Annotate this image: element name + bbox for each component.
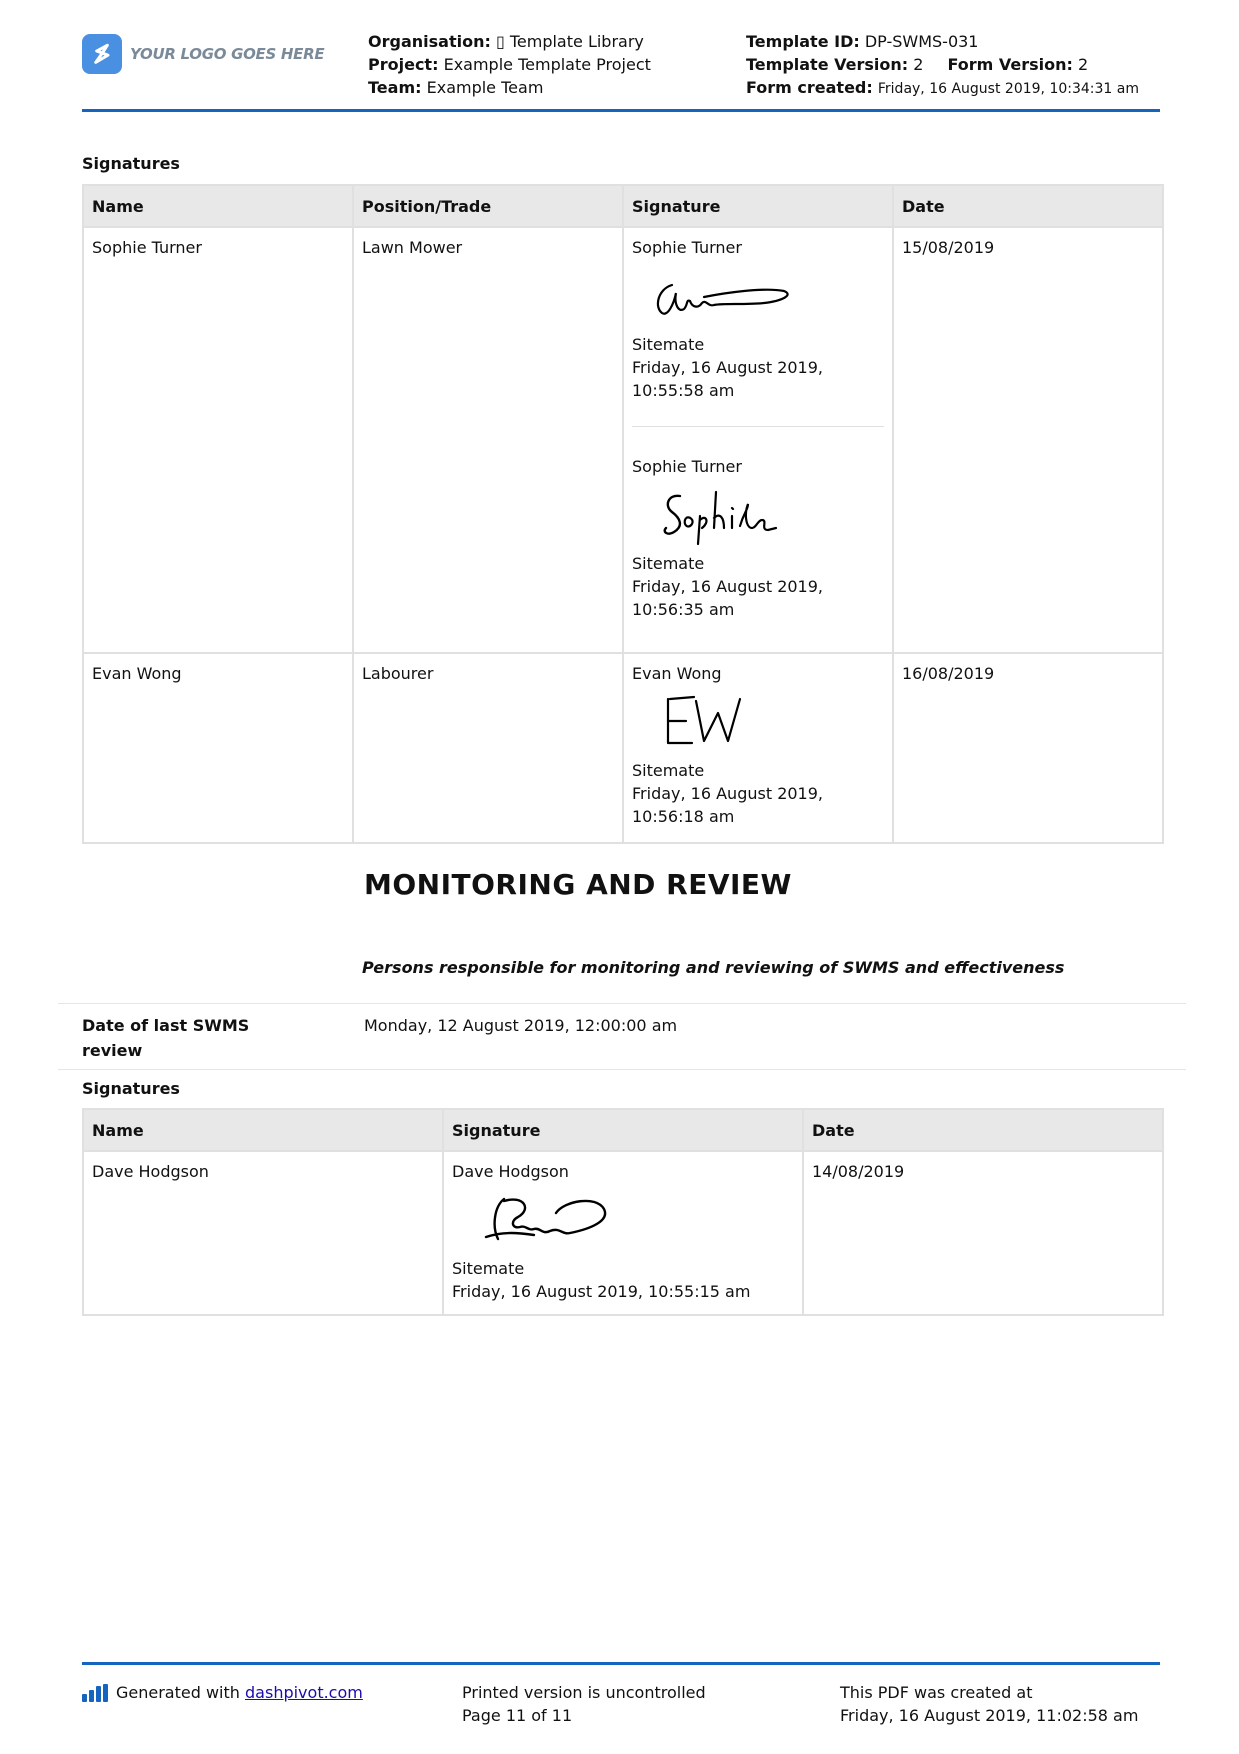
cell-name: Evan Wong — [83, 653, 353, 843]
dashpivot-link[interactable]: dashpivot.com — [245, 1683, 363, 1702]
section-subtitle: Persons responsible for monitoring and reviewing of SWMS and effectiveness — [362, 958, 1065, 977]
signature-source: Sitemate — [632, 761, 705, 780]
cell-position: Lawn Mower — [353, 227, 623, 653]
footer-pdf-created — [840, 1681, 1138, 1727]
footer-generated — [82, 1681, 363, 1704]
table-row — [83, 653, 1163, 843]
team-value: Example Team — [426, 78, 544, 97]
page-footer — [82, 1662, 1160, 1725]
cell-name: Sophie Turner — [83, 227, 353, 653]
review-signatures-table — [82, 1108, 1164, 1316]
cell-date: 15/08/2019 — [893, 227, 1163, 653]
form-created-label: Form created: — [746, 78, 873, 97]
signer-name: Dave Hodgson — [452, 1162, 569, 1181]
pdf-created-label: This PDF was created at — [840, 1683, 1033, 1702]
signature-divider — [632, 426, 884, 427]
signatures-heading: Signatures — [82, 1079, 180, 1098]
company-logo — [82, 34, 324, 74]
template-version-label: Template Version: — [746, 55, 909, 74]
form-version-value: 2 — [1077, 55, 1089, 74]
section-title: MONITORING AND REVIEW — [364, 868, 792, 901]
page-number: Page 11 of 11 — [462, 1706, 573, 1725]
handwritten-signature — [464, 1187, 624, 1253]
footer-page-info — [462, 1681, 706, 1727]
handwritten-signature — [644, 689, 804, 755]
signer-name: Sophie Turner — [632, 238, 742, 257]
project-value: Example Template Project — [443, 55, 651, 74]
handwritten-signature — [644, 263, 804, 329]
form-version-label: Form Version: — [947, 55, 1073, 74]
signature-timestamp: Friday, 16 August 2019, — [632, 358, 823, 377]
signature-source: Sitemate — [452, 1259, 525, 1278]
cell-name: Dave Hodgson — [83, 1151, 443, 1315]
cell-date: 14/08/2019 — [803, 1151, 1163, 1315]
table-row — [83, 227, 1163, 653]
divider — [58, 1069, 1186, 1070]
review-date-label: Date of last SWMS review — [82, 1016, 250, 1060]
signature-source: Sitemate — [632, 335, 705, 354]
team-label: Team: — [368, 78, 422, 97]
uncontrolled-notice: Printed version is uncontrolled — [462, 1683, 706, 1702]
template-version-value: 2 — [913, 55, 924, 74]
signature-timestamp: Friday, 16 August 2019, — [632, 784, 823, 803]
signature-timestamp: Friday, 16 August 2019, 10:55:15 am — [452, 1282, 751, 1301]
signatures-heading: Signatures — [82, 154, 180, 173]
column-header-date: Date — [803, 1109, 1163, 1151]
signature-timestamp-time: 10:56:18 am — [632, 807, 735, 826]
project-label: Project: — [368, 55, 439, 74]
signer-name: Sophie Turner — [632, 457, 742, 476]
organisation-label: Organisation: — [368, 32, 491, 51]
column-header-signature: Signature — [443, 1109, 803, 1151]
page-header — [82, 28, 1160, 112]
table-header-row — [83, 185, 1163, 227]
pdf-created-value: Friday, 16 August 2019, 11:02:58 am — [840, 1706, 1139, 1725]
signature-timestamp-time: 10:55:58 am — [632, 381, 735, 400]
signature-entry — [632, 662, 884, 828]
logo-text: YOUR LOGO GOES HERE — [130, 45, 325, 63]
template-id-value: DP-SWMS-031 — [864, 32, 979, 51]
header-template-info — [746, 30, 1139, 101]
divider — [58, 1003, 1186, 1004]
cell-signature — [623, 653, 893, 843]
handwritten-signature — [644, 482, 804, 548]
column-header-date: Date — [893, 185, 1163, 227]
header-project-info — [368, 30, 651, 99]
generated-prefix: Generated with — [116, 1683, 240, 1702]
review-date-value: Monday, 12 August 2019, 12:00:00 am — [364, 1016, 678, 1035]
cell-position: Labourer — [353, 653, 623, 843]
column-header-name: Name — [83, 185, 353, 227]
column-header-position: Position/Trade — [353, 185, 623, 227]
signature-entry — [452, 1160, 794, 1303]
signature-entry — [632, 236, 884, 402]
template-id-label: Template ID: — [746, 32, 860, 51]
dashpivot-logo-icon — [82, 1684, 108, 1702]
signature-entry — [632, 455, 884, 621]
table-header-row — [83, 1109, 1163, 1151]
organisation-value: ▯ Template Library — [495, 32, 644, 51]
form-created-value: Friday, 16 August 2019, 10:34:31 am — [877, 81, 1139, 97]
signature-source: Sitemate — [632, 554, 705, 573]
cell-date: 16/08/2019 — [893, 653, 1163, 843]
signer-name: Evan Wong — [632, 664, 722, 683]
cell-signature — [443, 1151, 803, 1315]
cell-signature — [623, 227, 893, 653]
signature-timestamp-time: 10:56:35 am — [632, 600, 735, 619]
signature-timestamp: Friday, 16 August 2019, — [632, 577, 823, 596]
column-header-signature: Signature — [623, 185, 893, 227]
column-header-name: Name — [83, 1109, 443, 1151]
logo-icon — [82, 34, 122, 74]
signatures-table — [82, 184, 1164, 844]
table-row — [83, 1151, 1163, 1315]
